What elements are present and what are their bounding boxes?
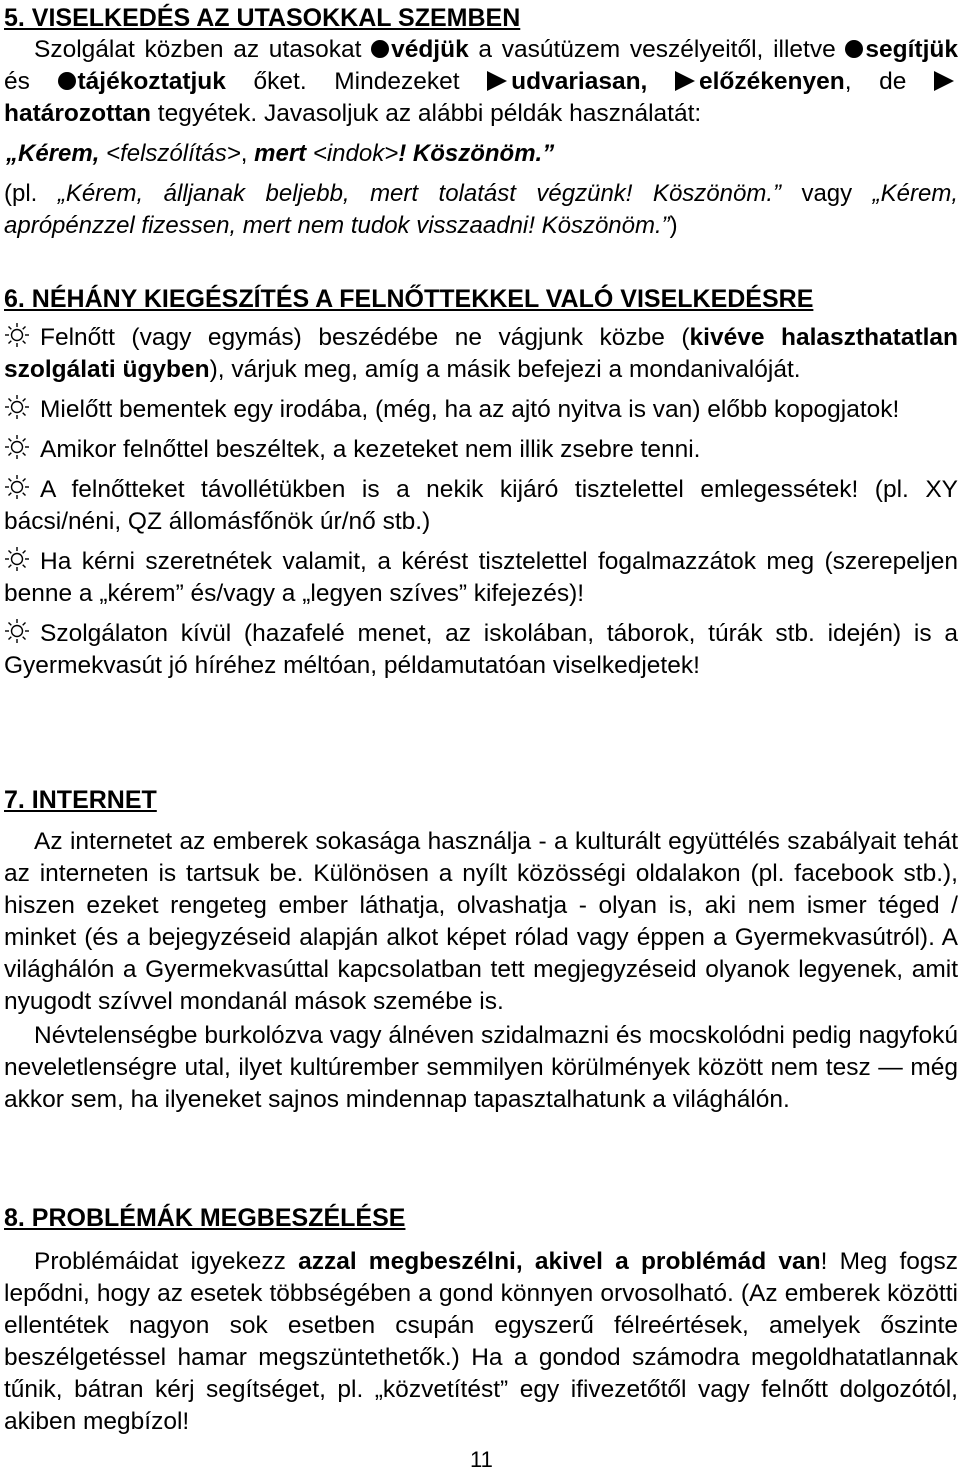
filled-circle-icon <box>58 72 76 90</box>
section-8-body <box>4 1246 958 1438</box>
section-5-heading: 5. VISELKEDÉS AZ UTASOKKAL SZEMBEN <box>4 4 521 32</box>
sun-icon <box>4 434 30 460</box>
right-triangle-icon <box>675 71 695 91</box>
section-6-heading: 6. NÉHÁNY KIEGÉSZÍTÉS A FELNŐTTEKKEL VALÓ VISELKEDÉSRE <box>4 285 814 313</box>
intro-paragraph: Szolgálat közben az utasokat védjük a vasútüzem veszélyeitől, illetve segítjük és tájékoztatjuk őket. Mindezeket udvariasan, előzékenyen, de határozottan tegyétek. Javasoljuk az alábbi példák használatát: <box>4 36 958 127</box>
section-7-body <box>4 826 958 1116</box>
formula-line: „Kérem, <felszólítás>, mert <indok>! Köszönöm.” <box>6 140 555 167</box>
internet-paragraph-1: Az internetet az emberek sokasága használja - a kulturált együttélés szabályait tehát az interneten is tartsuk be. Különösen a nyílt közösségi oldalakon (pl. facebook stb.), hiszen ezeket rengeteg ember láthatja, olvashatja - olyan is, aki nem ismer téged / minket (és a bejegyzéseid alapján alkot képet rólad vagy éppen a Gyermekvasútról). A világhálón a Gyermekvasúttal kapcsolatban tett megjegyzéseid olyanok legyenek, amit nyugodt szívvel mondanál mások szemébe is. <box>4 828 958 1015</box>
right-triangle-icon <box>487 71 507 91</box>
problems-paragraph: Problémáidat igyekezz azzal megbeszélni, akivel a problémád van! Meg fogsz lepődni, hogy az esetek többségében a gond könnyen orvosolható. (Az emberek közötti ellentétek nagyon sok esetben csupán egyszerű félreértések, amelyek őszinte beszélgetéssel hamar megszüntethetők.) Ha a gondod számodra megoldhatatlannak tűnik, bátran kérj segítséget, pl. „közvetítést” egy ifivezetőtől vagy felnőtt dolgozótól, akiben megbízol! <box>4 1248 959 1435</box>
sun-icon <box>4 394 30 420</box>
sun-icon <box>4 546 30 572</box>
page-number: 11 <box>470 1447 493 1472</box>
sun-icon <box>4 322 30 348</box>
list-item: Amikor felnőttel beszéltek, a kezeteket nem illik zsebre tenni. <box>4 434 958 466</box>
section-7-heading: 7. INTERNET <box>4 786 157 814</box>
filled-circle-icon <box>845 40 863 58</box>
list-item: Felnőtt (vagy egymás) beszédébe ne vágjunk közbe (kivéve halaszthatatlan szolgálati ügyben), várjuk meg, amíg a másik befejezi a mondanivalóját. <box>4 324 958 383</box>
section-6-list <box>4 322 958 682</box>
list-item: A felnőtteket távollétükben is a nekik kijáró tisztelettel emlegessétek! (pl. XY bácsi/néni, QZ állomásfőnök úr/nő stb.) <box>4 476 958 535</box>
example-paragraph: (pl. „Kérem, álljanak beljebb, mert tolatást végzünk! Köszönöm.” vagy „Kérem, aprópénzzel fizessen, mert nem tudok visszaadni! Köszönöm.”) <box>4 180 958 239</box>
sun-icon <box>4 618 30 644</box>
list-item: Ha kérni szeretnétek valamit, a kérést tisztelettel fogalmazzátok meg (szerepeljen benne a „kérem” és/vagy a „legyen szíves” kifejezés)! <box>4 548 958 607</box>
section-5-intro <box>4 34 958 242</box>
list-item: Szolgálaton kívül (hazafelé menet, az iskolában, táborok, túrák stb. idején) is a Gyermekvasút jó híréhez méltóan, példamutatóan viselkedjetek! <box>4 620 958 679</box>
list-item: Mielőtt bementek egy irodába, (még, ha az ajtó nyitva is van) előbb kopogjatok! <box>4 394 958 426</box>
right-triangle-icon <box>934 71 954 91</box>
internet-paragraph-2: Névtelenségbe burkolózva vagy álnéven szidalmazni és mocskolódni pedig nagyfokú neveletlenségre utal, ilyet kultúrember semmilyen körülmények között nem tesz — még akkor sem, ha ilyeneket sajnos mindennap tapasztalhatunk a világhálón. <box>4 1022 958 1113</box>
sun-icon <box>4 474 30 500</box>
section-8-heading: 8. PROBLÉMÁK MEGBESZÉLÉSE <box>4 1204 406 1232</box>
filled-circle-icon <box>371 40 389 58</box>
